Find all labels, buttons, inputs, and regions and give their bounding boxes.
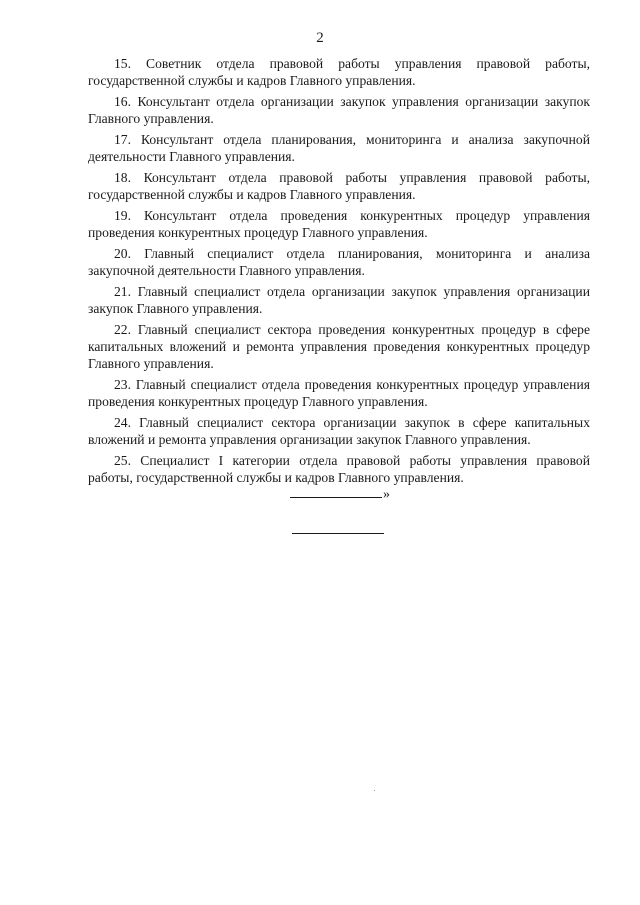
- end-rule-divider: [292, 533, 384, 534]
- closing-underline: [290, 496, 382, 498]
- list-item: 25. Специалист I категории отдела правовой работы управления правовой работы, государственной службы и кадров Главного управления.: [88, 453, 590, 485]
- list-item: 22. Главный специалист сектора проведения конкурентных процедур в сфере капитальных вложений и ремонта управления проведения конкурентных процедур Главного управления.: [88, 322, 590, 371]
- scan-speck: [374, 790, 375, 791]
- page-number: 2: [316, 30, 324, 46]
- list-item: 18. Консультант отдела правовой работы управления правовой работы, государственной службы и кадров Главного управления.: [88, 170, 590, 202]
- list-item: 20. Главный специалист отдела планирования, мониторинга и анализа закупочной деятельности Главного управления.: [88, 246, 590, 278]
- closing-mark: [290, 486, 390, 503]
- list-item: 19. Консультант отдела проведения конкурентных процедур управления проведения конкурентных процедур Главного управления.: [88, 208, 590, 240]
- list-item: 24. Главный специалист сектора организации закупок в сфере капитальных вложений и ремонта управления организации закупок Главного управления.: [88, 415, 590, 447]
- list-item: 21. Главный специалист отдела организации закупок управления организации закупок Главного управления.: [88, 284, 590, 316]
- position-list: [88, 55, 590, 490]
- closing-quote: »: [383, 487, 390, 502]
- list-item: 16. Консультант отдела организации закупок управления организации закупок Главного управления.: [88, 94, 590, 126]
- list-item: 23. Главный специалист отдела проведения конкурентных процедур управления проведения конкурентных процедур Главного управления.: [88, 377, 590, 409]
- list-item: 17. Консультант отдела планирования, мониторинга и анализа закупочной деятельности Главного управления.: [88, 132, 590, 164]
- list-item: 15. Советник отдела правовой работы управления правовой работы, государственной службы и кадров Главного управления.: [88, 56, 590, 88]
